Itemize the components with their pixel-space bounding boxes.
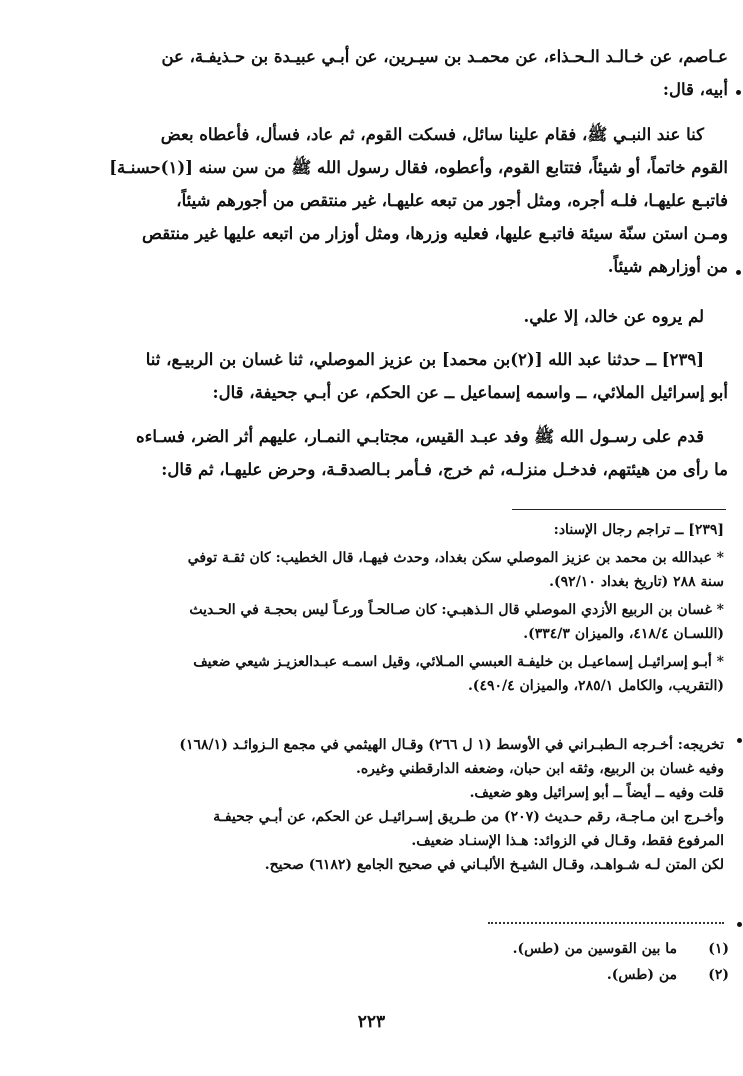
footnote-divider	[488, 922, 724, 924]
text-line: أبيه، قال:	[662, 80, 728, 99]
narrators-section	[70, 518, 724, 698]
text-line: سنة ٢٨٨ (تاريخ بغداد ٩٢/١٠).	[549, 574, 724, 590]
hadith-239-chain	[68, 343, 728, 409]
text-line: (اللسـان ٤١٨/٤، والميزان ٣٣٤/٣).	[523, 626, 724, 642]
text-line: من أوزارهم شيئاً.	[607, 257, 728, 276]
text-line: * غسان بن الربيع الأزدي الموصلي قال الـذهبـي: كان صـالحـاً ورعـاً ليس بحجـة في الحـديث	[189, 602, 724, 618]
footnote-text: من (طس).	[606, 967, 677, 983]
text-line: * أبـو إسرائيـل إسماعيـل بن خليفـة العبسي المـلائي، وقيل اسمـه عبـدالعزيـز شيعي ضعيف	[193, 654, 724, 670]
takhrij-section	[70, 733, 724, 877]
text-line: وأخـرج ابن مـاجـة، رقم حـديث (٢٠٧) من طـريق إسـرائيـل عن الحكم، عن أبـي جحيفـة	[213, 809, 724, 825]
footnote-text: ما بين القوسين من (طس).	[512, 941, 677, 957]
text-line: تخريجه: أخـرجه الـطبـراني في الأوسط (١ ل ٢٦٦) وقـال الهيثمي في مجمع الـزوائـد (١٦٨/١)	[179, 737, 724, 753]
section-divider	[512, 509, 726, 510]
text-line: قلت وفيه ــ أيضاً ــ أبو إسرائيل وهو ضعيف.	[469, 785, 724, 801]
text-line: ما رأى من هيئتهم، فدخـل منزلـه، ثم خرج، فـأمر بـالصدقـة، وحرض عليهـا، ثم قال:	[161, 460, 728, 479]
text-line: قدم على رسـول الله ﷺ وفد عبـد القيس، مجتابـي النمـار، عليهم أثر الضر، فسـاءه	[136, 427, 704, 446]
page-number: ٢٢٣	[357, 1012, 386, 1032]
footnote-number: (٢)	[708, 967, 729, 983]
text-line: * عبدالله بن محمد بن عزيز الموصلي سكن بغداد، وحدث فيهـا، قال الخطيب: كان ثقـة توفي	[187, 550, 724, 566]
margin-dot	[736, 90, 741, 95]
text-line: عـاصم، عن خـالـد الـحـذاء، عن محمـد بن سيـرين، عن أبـي عبيـدة بن حـذيفـة، عن	[161, 47, 728, 66]
margin-dot	[736, 270, 741, 275]
text-line: (التقريب، والكامل ٢٨٥/١، والميزان ٤٩٠/٤).	[467, 678, 724, 694]
hadith-238-matn	[68, 118, 728, 283]
footnote-number: (١)	[708, 941, 729, 957]
text-line: [٢٣٩] ــ حدثنا عبد الله [(٢)بن محمد] بن عزيز الموصلي، ثنا غسان بن الربيـع، ثنا	[145, 350, 704, 369]
section-heading: [٢٣٩] ــ تراجم رجال الإسناد:	[553, 522, 724, 538]
text-line: القوم خاتماً، أو شيئاً، فتتابع القوم، وأعطوه، فقال رسول الله ﷺ من سن سنه [(١)حسنـة]	[109, 158, 728, 177]
text-line: فاتبـع عليهـا، فلـه أجره، ومثل أجور من تبعه عليهـا، غير منتقص من أجورهم شيئاً،	[176, 191, 728, 210]
text-line: كنا عند النبـي ﷺ، فقام علينا سائل، فسكت القوم، ثم عاد، فسأل، فأعطاه بعض	[160, 125, 704, 144]
hadith-238-chain	[68, 40, 728, 106]
text-line: لكن المتن لـه شـواهـد، وقـال الشيـخ الألبـاني في صحيح الجامع (٦١٨٢) صحيح.	[264, 857, 724, 873]
text-line: وفيه غسان بن الربيع، وثقه ابن حبان، وضعفه الدارقطني وغيره.	[355, 761, 724, 777]
text-line: المرفوع فقط، وقـال في الزوائد: هـذا الإسنـاد ضعيف.	[411, 833, 724, 849]
margin-dot	[737, 738, 742, 743]
text-line: ومـن استن سنّة سيئة فاتبـع عليها، فعليه وزرها، ومثل أوزار من اتبعه عليها غير منتقص	[142, 224, 728, 243]
margin-dot	[737, 922, 742, 927]
footnote-2	[429, 964, 729, 986]
hadith-239-matn	[68, 420, 728, 486]
text-line: لم يروه عن خالد، إلا علي.	[523, 307, 704, 326]
hadith-238-remark	[68, 300, 728, 333]
footnote-1	[429, 938, 729, 960]
text-line: أبو إسرائيل الملائي، ــ واسمه إسماعيل ــ عن الحكم، عن أبـي جحيفة، قال:	[212, 383, 728, 402]
